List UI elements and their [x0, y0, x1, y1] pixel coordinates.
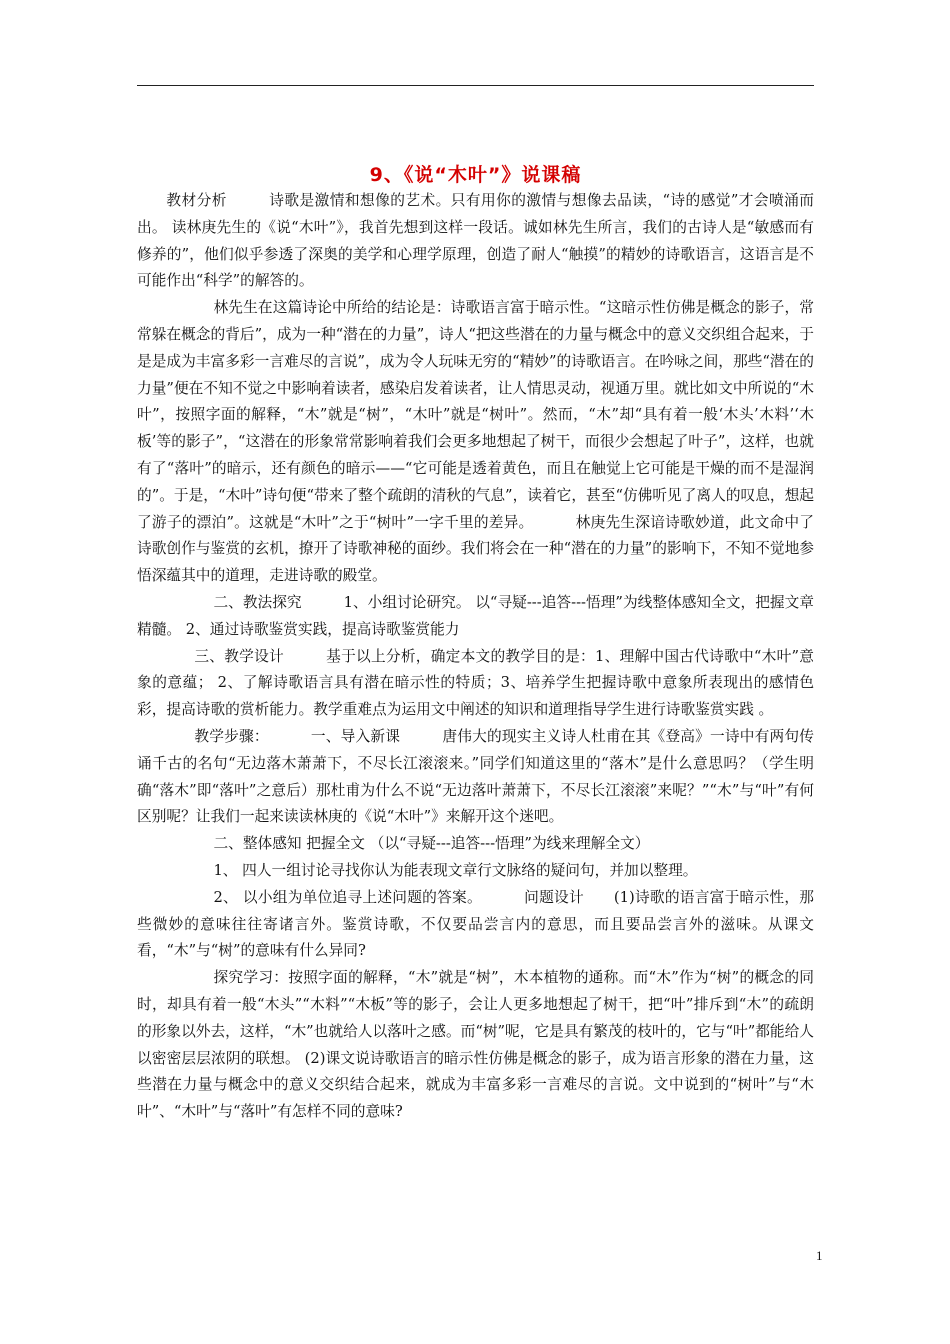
paragraph-teaching-design: 三、教学设计 基于以上分析，确定本文的教学目的是：1、理解中国古代诗歌中“木叶”意象的意蕴； 2、了解诗歌语言具有潜在暗示性的特质；3、培养学生把握诗歌中意象所表现出的感情色彩，提高诗歌的赏析能力。教学重难点为运用文中阐述的知识和道理指导学生进行诗歌鉴赏实践 。	[137, 647, 814, 719]
paragraph-step-1: 1、 四人一组讨论寻找你认为能表现文章行文脉络的疑问句，并加以整理。	[213, 861, 698, 879]
document-title: 9、《说“木叶”》说课稿	[369, 164, 582, 186]
section-heading: 教材分析	[166, 192, 227, 209]
section-heading: 三、教学设计	[194, 647, 284, 665]
section-heading: 二、教法探究	[213, 593, 302, 611]
header-rule	[137, 85, 814, 86]
paragraph-step-2: 2、 以小组为单位追寻上述问题的答案。 问题设计 (1)诗歌的语言富于暗示性，那些微妙的意味往往寄诸言外。鉴赏诗歌，不仅要品尝言内的意思，而且要品尝言外的滋味。从课文看，“木”与“树”的意味有什么异同?	[137, 888, 814, 960]
paragraph-inquiry-learning: 探究学习：按照字面的解释，“木”就是“树”，木本植物的通称。而“木”作为“树”的概念的同时，却具有着一般“木头”“木料”“木板”等的影子，会让人更多地想起了树干，把“叶”排斥到“木”的疏朗的形象以外去，这样，“木”也就给人以落叶之感。而“树”呢，它是具有繁茂的枝叶的，它与“叶”都能给人以密密层层浓阴的联想。 (2)课文说诗歌语言的暗示性仿佛是概念的影子，成为语言形象的潜在力量，这些潜在力量与概念中的意义交织结合起来，就成为丰富多彩一言难尽的言说。文中说到的“树叶”与“木叶”、“木叶”与“落叶”有怎样不同的意味?	[137, 969, 814, 1121]
document-body	[137, 188, 814, 1126]
page-number: 1	[816, 1248, 823, 1263]
paragraph-conclusion: 林先生在这篇诗论中所给的结论是：诗歌语言富于暗示性。“这暗示性仿佛是概念的影子，常常躲在概念的背后”，成为一种“潜在的力量”，诗人“把这些潜在的力量与概念中的意义交织组合起来，于是是成为丰富多彩一言难尽的言说”，成为令人玩味无穷的“精妙”的诗歌语言。在吟咏之间，那些“潜在的力量”便在不知不觉之中影响着读者，感染启发着读者，让人情思灵动，视通万里。就比如文中所说的“木叶”，按照字面的解释，“木”就是“树”，“木叶”就是“树叶”。然而，“木”却“具有着一般‘木头’木料’‘木板’等的影子”，“这潜在的形象常常影响着我们会更多地想起了树干，而很少会想起了叶子”，这样，也就有了“落叶”的暗示，还有颜色的暗示——“它可能是透着黄色，而且在触觉上它可能是干燥的而不是湿润的”。于是，“木叶”诗句便“带来了整个疏朗的清秋的气息”，读着它，甚至“仿佛听见了离人的叹息，想起了游子的漂泊”。这就是“木叶”之于“树叶”一字千里的差异。 林庚先生深谙诗歌妙道，此文命中了诗歌创作与鉴赏的玄机，撩开了诗歌神秘的面纱。我们将会在一种“潜在的力量”的影响下，不知不觉地参悟深蕴其中的道理，走进诗歌的殿堂。	[137, 299, 814, 585]
paragraph-overall-perception: 二、整体感知 把握全文 （以“寻疑---追答---悟理”为线来理解全文）	[213, 835, 650, 853]
paragraph-teaching-method: 二、教法探究 1、小组讨论研究。 以“寻疑---追答---悟理”为线整体感知全文，把握文章精髓。 2、通过诗歌鉴赏实践，提高诗歌鉴赏能力	[137, 593, 814, 638]
paragraph-textbook-analysis: 教材分析 诗歌是激情和想像的艺术。只有用你的激情与想像去品读，“诗的感觉”才会喷涌而出。 读林庚先生的《说“木叶”》，我首先想到这样一段话。诚如林先生所言，我们的古诗人是“敏感而有修养的”，他们似乎参透了深奥的美学和心理学原理，创造了耐人“触摸”的精妙的诗歌语言，这语言是不可能作出“科学”的解答的。	[137, 192, 814, 290]
sub-heading: 问题设计	[523, 888, 584, 906]
section-heading: 教学步骤：	[194, 727, 269, 745]
paragraph-teaching-steps: 教学步骤： 一、导入新课 唐伟大的现实主义诗人杜甫在其《登高》一诗中有两句传诵千古的名句“无边落木萧萧下，不尽长江滚滚来。”同学们知道这里的“落木”是什么意思吗？（学生明确“落木”即“落叶”之意后）那杜甫为什么不说“无边落叶萧萧下，不尽长江滚滚”来呢？”“木”与“叶”有何区别呢？让我们一起来读读林庚的《说“木叶”》来解开这个迷吧。	[137, 727, 814, 826]
sub-heading: 一、导入新课	[310, 727, 401, 745]
